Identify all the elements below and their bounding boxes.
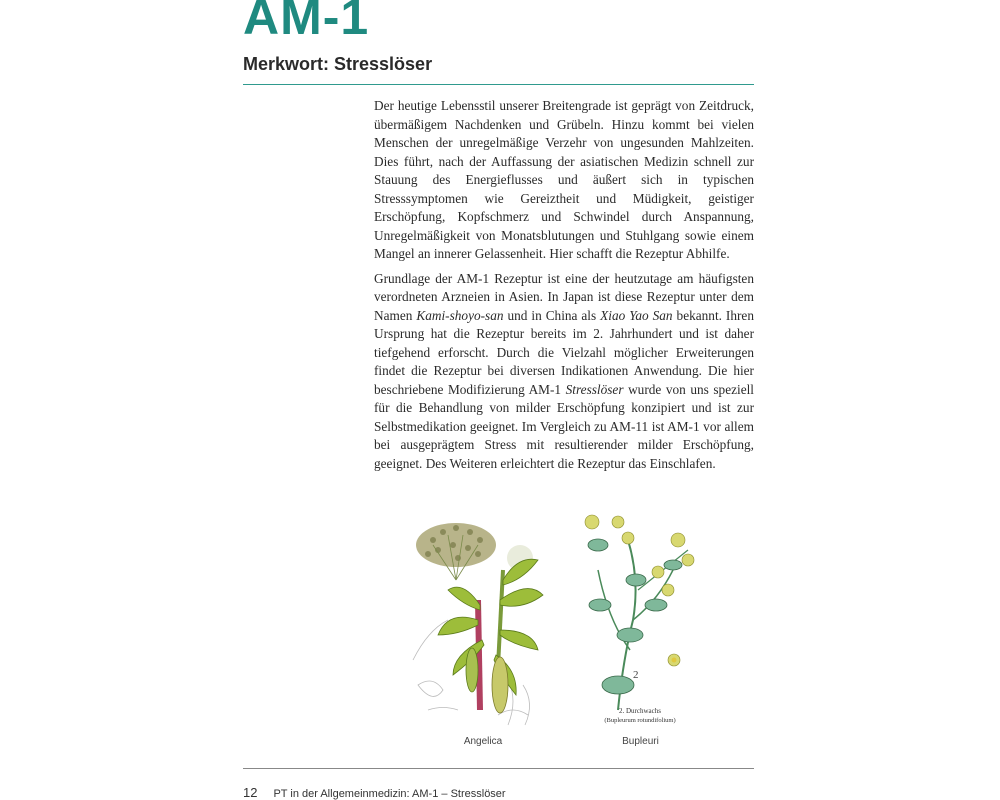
subtitle: Merkwort: Stresslöser [243,54,433,74]
term-stressloeser: Stresslöser [565,381,624,397]
paragraph-2-part-b: und in China als [503,307,601,323]
bupleuri-plate-name: 2. Durchwachs [619,707,661,715]
footer-divider [243,768,754,769]
header-divider [243,84,754,85]
body-text [374,97,754,479]
term-xiao-yao-san: Xiao Yao San [600,307,673,323]
figure-bupleuri [578,510,703,747]
paragraph-2 [374,270,754,474]
bupleuri-plate-number: 2 [633,669,639,681]
angelica-illustration [408,510,558,730]
paragraph-2-part-d: wurde von uns speziell für die Behandlung von milder Erschöpfung konzipiert und ist zur Selbstmedikation geeignet. Im Vergleich zu AM-11 ist AM-1 vor allem bei ausgeprägtem Stress mit resultierender milder Erschöpfung, geeignet. Des Weiteren erleichtert die Rezeptur das Einschlafen. [374,381,754,471]
paragraph-2-part-c: bekannt. Ihren Ursprung hat die Rezeptur bereits im 2. Jahrhundert und ist daher tiefgehend erforscht. Durch die Vielzahl möglicher Erweiterungen findet die Rezeptur bei diversen Indikationen Anwendung. Die hier beschriebene Modifizierung AM-1 [374,307,754,397]
running-title: PT in der Allgemeinmedizin: AM-1 – Stresslöser [273,788,506,800]
term-kami-shoyo-san: Kami-shoyo-san [416,307,504,323]
figures [400,510,720,750]
page-title: AM-1 [243,0,370,45]
page-number: 12 [243,785,258,800]
paragraph-1: Der heutige Lebensstil unserer Breitengrade ist geprägt von Zeitdruck, übermäßigem Nachdenken und Grübeln. Hinzu kommt bei vielen Menschen der unregelmäßige Verzehr von ungesunden Mahlzeiten. Dies führt, nach der Auffassung der asiatischen Medizin schnell zur Stauung des Energieflusses und äußert sich in typischen Stresssymptomen wie Gereiztheit und Müdigkeit, geistiger Erschöpfung, Kopfschmerz und Schwindel durch Anspannung, Unregelmäßigkeit von Monatsblutungen und Stuhlgang sowie einem Mangel an innerer Gelassenheit. Hier schafft die Rezeptur Abhilfe. [374,98,754,261]
caption-bupleuri: Bupleuri [622,736,659,747]
figure-angelica [408,510,558,747]
caption-angelica: Angelica [463,736,503,747]
bupleuri-plate-latin: (Bupleurum rotundifolium) [604,717,676,724]
footer [243,785,506,800]
paragraph-2-part-a: Grundlage der AM-1 Rezeptur ist eine der heutzutage am häufigsten verordneten Arzneien in Asien. In Japan ist diese Rezeptur unter dem Namen [374,270,754,323]
bupleuri-illustration [578,510,703,730]
